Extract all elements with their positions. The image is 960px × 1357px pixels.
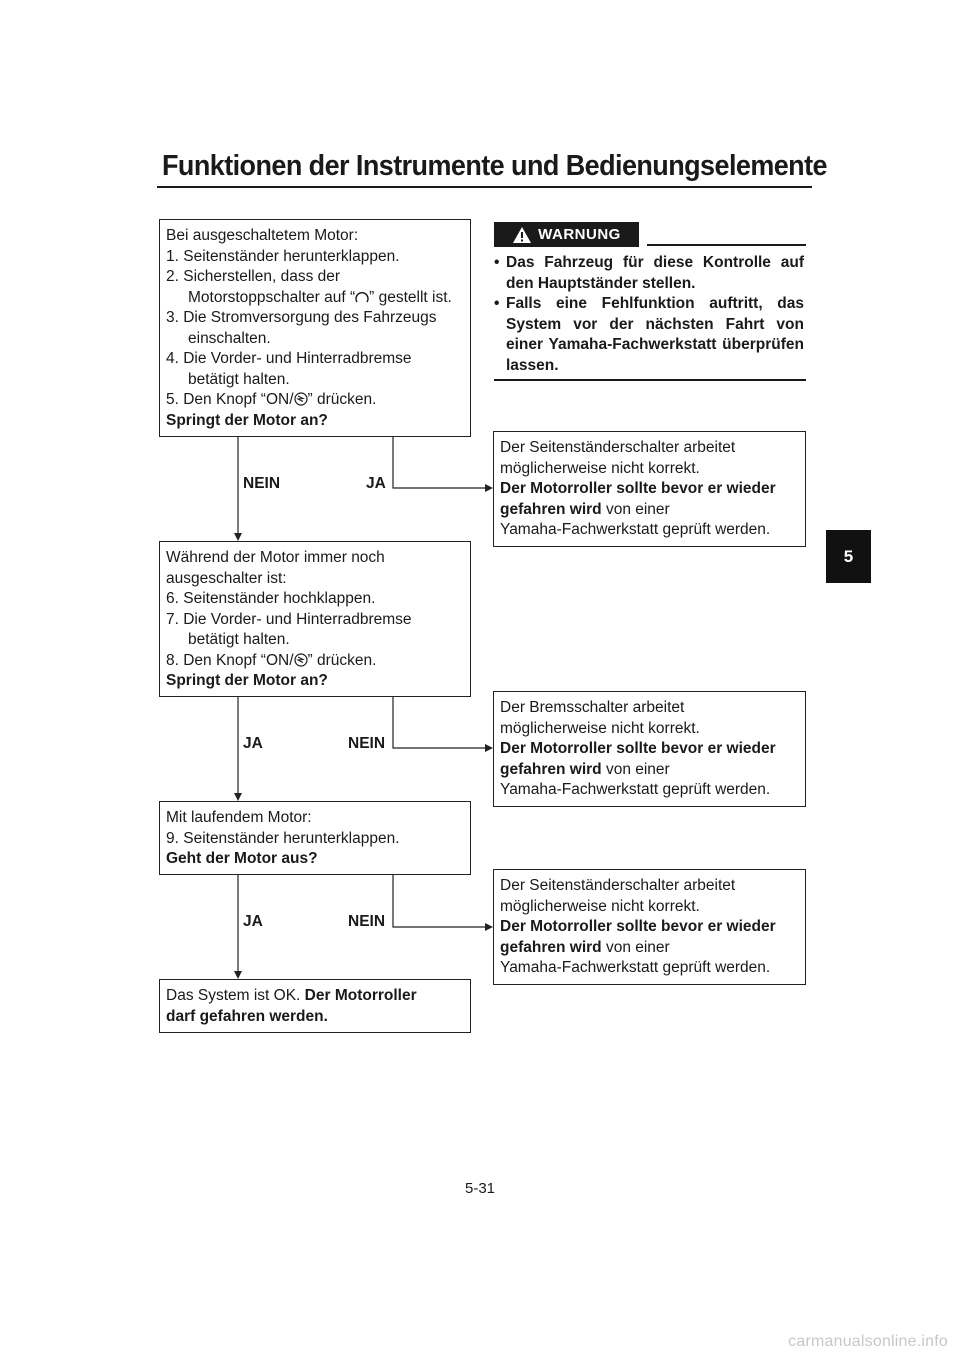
box2-question: Springt der Motor an? [166,672,328,689]
connector-right-2 [393,697,486,748]
final-bold: darf gefahren werden. [166,1007,328,1025]
warning-item: • Das Fahrzeug für diese Kontrolle auf den Hauptständer stellen. [494,254,804,292]
result3-line: Der Seitenständerschalter arbeitet [500,877,736,894]
result3-line: Yamaha-Fachwerkstatt geprüft werden. [500,959,771,976]
warning-label: WARNUNG [538,226,621,243]
box2-line: ausgeschalter ist: [166,569,287,587]
watermark: carmanualsonline.info [788,1333,948,1350]
label-ja: JA [366,475,386,492]
result3-bold: Der Motorroller sollte bevor er wieder [500,918,776,935]
arrowhead [485,923,493,931]
result1-line: Yamaha-Fachwerkstatt geprüft werden. [500,521,771,538]
label-ja: JA [243,913,263,930]
chapter-tab: 5 [826,530,871,583]
box1-line: 2. Sicherstellen, dass der [166,268,341,285]
result2-line: gefahren wird von einer [500,760,670,778]
arrowhead [234,533,242,541]
box1-line: einschalten. [188,329,271,347]
box1-line: betätigt halten. [188,370,290,388]
arrowhead [485,484,493,492]
box1-line: Motorstoppschalter auf “ ” gestellt ist. [188,288,452,306]
result1-bold: Der Motorroller sollte bevor er wieder [500,480,776,497]
result3-line: möglicherweise nicht korrekt. [500,897,700,915]
result1-line: Der Seitenständerschalter arbeitet [500,439,736,456]
box3-line: Mit laufendem Motor: [166,809,312,826]
box1-line: 5. Den Knopf “ON/ ” drücken. [166,391,377,408]
result2-bold: Der Motorroller sollte bevor er wieder [500,740,776,757]
box3-question: Geht der Motor aus? [166,850,318,867]
box2-line: 8. Den Knopf “ON/ ” drücken. [166,651,377,669]
box1-line: 4. Die Vorder- und Hinterradbremse [166,350,412,367]
box2-line: betätigt halten. [188,631,290,648]
label-nein: NEIN [243,475,281,492]
box1-line: Bei ausgeschaltetem Motor: [166,227,359,244]
arrowhead [234,793,242,801]
result1-line: möglicherweise nicht korrekt. [500,459,700,477]
label-nein: NEIN [348,913,386,930]
label-nein: NEIN [348,735,386,752]
box2-line: 6. Seitenständer hochklappen. [166,590,376,607]
result2-line: Yamaha-Fachwerkstatt geprüft werden. [500,781,771,798]
result2-line: möglicherweise nicht korrekt. [500,719,700,737]
box1-question: Springt der Motor an? [166,411,328,429]
box2-line: 7. Die Vorder- und Hinterradbremse [166,610,412,628]
connector-right-3 [393,875,486,927]
result2-line: Der Bremsschalter arbeitet [500,699,685,716]
arrowhead [485,744,493,752]
box2-line: Während der Motor immer noch [166,549,385,566]
warning-item: • Falls eine Fehlfunktion auftritt, das System vor der nächsten Fahrt von einer Yamaha-Fachwerkstatt überprüfen lassen. [494,295,804,374]
label-ja: JA [243,735,263,752]
page-number: 5-31 [464,1180,496,1197]
page-title: Funktionen der Instrumente und Bedienungselemente [162,150,827,182]
box1-line: 1. Seitenständer herunterklappen. [166,247,400,265]
box1-line: 3. Die Stromversorgung des Fahrzeugs [166,309,437,326]
result3-line: gefahren wird von einer [500,938,670,956]
box3-line: 9. Seitenständer herunterklappen. [166,829,400,847]
arrowhead [234,971,242,979]
connector-right-1 [393,437,486,488]
final-line: Das System ist OK. Der Motorroller [166,987,417,1004]
result1-line: gefahren wird von einer [500,500,670,518]
